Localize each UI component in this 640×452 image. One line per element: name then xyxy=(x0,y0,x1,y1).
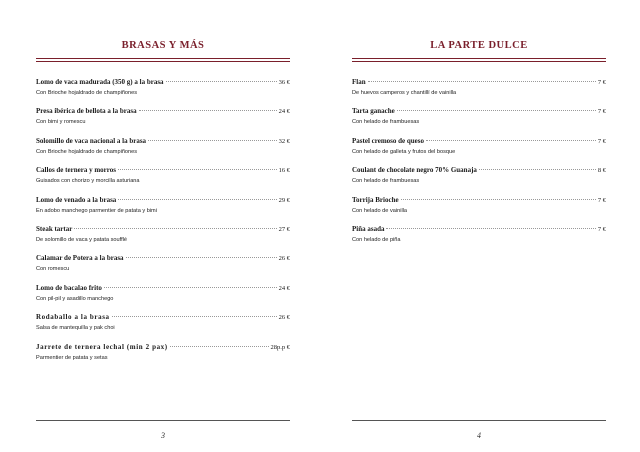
item-description: Salsa de mantequilla y pak choi xyxy=(36,325,115,332)
menu-item xyxy=(36,137,290,166)
menu-item xyxy=(36,225,290,254)
item-name: Presa ibérica de bellota a la brasa xyxy=(36,107,137,116)
dot-leader xyxy=(148,140,277,141)
item-name: Torrija Brioche xyxy=(352,195,399,204)
item-price: 24 € xyxy=(278,108,290,116)
item-description: Parmentier de patata y setas xyxy=(36,354,108,361)
item-name: Rodaballo a la brasa xyxy=(36,313,110,322)
dot-leader xyxy=(126,257,277,258)
dot-leader xyxy=(386,228,595,229)
dot-leader xyxy=(118,169,277,170)
menu-items-list xyxy=(36,78,290,372)
dot-leader xyxy=(112,316,277,317)
item-price: 16 € xyxy=(278,167,290,175)
menu-item xyxy=(352,78,606,107)
item-name: Coulant de chocolate negro 70% Guanaja xyxy=(352,166,477,175)
item-description: Guisados con chorizo y morcilla asturiana xyxy=(36,178,140,185)
item-name: Callos de ternera y morros xyxy=(36,166,116,175)
item-price: 7 € xyxy=(597,108,606,116)
menu-item xyxy=(352,166,606,195)
item-name: Tarta ganache xyxy=(352,107,395,116)
footer-divider xyxy=(36,420,290,421)
menu-item xyxy=(36,254,290,283)
item-description: Con pil-pil y asadillo manchego xyxy=(36,295,114,302)
menu-item xyxy=(36,196,290,225)
item-name: Solomillo de vaca nacional a la brasa xyxy=(36,136,147,145)
title-divider xyxy=(352,58,606,62)
item-name: Pastel cremoso de queso xyxy=(352,136,424,145)
section-title: BRASAS Y MÁS xyxy=(121,40,205,51)
item-name: Calamar de Potera a la brasa xyxy=(36,254,124,263)
item-description: Con helado de vainilla xyxy=(352,207,408,214)
item-price: 7 € xyxy=(597,196,606,204)
item-name: Jarrete de ternera lechal (min 2 pax) xyxy=(36,342,168,351)
dot-leader xyxy=(426,140,596,141)
menu-item xyxy=(36,284,290,313)
item-name: Lomo de venado a la brasa xyxy=(36,195,117,204)
title-divider xyxy=(36,58,290,62)
dot-leader xyxy=(139,110,277,111)
menu-item xyxy=(36,343,290,372)
item-price: 26 € xyxy=(278,314,290,322)
item-price: 32 € xyxy=(278,137,290,145)
item-name: Steak tartar xyxy=(36,224,73,233)
item-description: Con helado de piña xyxy=(352,236,401,243)
dot-leader xyxy=(170,346,269,347)
section-title: LA PARTE DULCE xyxy=(430,40,528,51)
menu-items-list xyxy=(352,78,606,254)
dot-leader xyxy=(118,199,276,200)
item-description: Con helado de galleta y frutos del bosque xyxy=(352,148,456,155)
dot-leader xyxy=(74,228,276,229)
menu-item xyxy=(352,137,606,166)
item-description: Con romescu xyxy=(36,266,70,273)
item-price: 26 € xyxy=(278,255,290,263)
item-description: Con bimi y romescu xyxy=(36,119,86,126)
item-name: Lomo de vaca madurada (350 g) a la brasa xyxy=(36,78,164,86)
menu-page-left xyxy=(36,0,290,452)
menu-item xyxy=(352,225,606,254)
item-description: Con Brioche hojaldrado de champiñones xyxy=(36,148,138,155)
dot-leader xyxy=(479,169,596,170)
dot-leader xyxy=(401,199,596,200)
menu-item xyxy=(36,166,290,195)
dot-leader xyxy=(368,81,596,82)
item-price: 36 € xyxy=(278,79,290,86)
dot-leader xyxy=(166,81,277,82)
item-price: 7 € xyxy=(597,225,606,233)
item-description: Con Brioche hojaldrado de champiñones xyxy=(36,90,138,96)
item-price: 24 € xyxy=(278,284,290,292)
item-price: 28p.p € xyxy=(270,343,290,351)
page-number: 4 xyxy=(477,431,481,440)
item-description: Con helado de frambuesas xyxy=(352,119,420,126)
footer-divider xyxy=(352,420,606,421)
dot-leader xyxy=(397,110,596,111)
item-price: 27 € xyxy=(278,225,290,233)
page-number: 3 xyxy=(161,431,165,440)
menu-item xyxy=(36,107,290,136)
menu-page-right xyxy=(352,0,606,452)
menu-item xyxy=(352,107,606,136)
item-name: Lomo de bacalao frito xyxy=(36,283,102,292)
item-price: 8 € xyxy=(597,167,606,175)
item-description: De huevos camperos y chantillí de vainilla xyxy=(352,90,457,96)
menu-item xyxy=(352,196,606,225)
item-price: 7 € xyxy=(597,79,606,86)
item-name: Piña asada xyxy=(352,224,385,233)
menu-item xyxy=(36,78,290,107)
item-description: En adobo manchego parmentier de patata y bimi xyxy=(36,207,157,214)
menu-item xyxy=(36,313,290,342)
item-description: De solomillo de vaca y patata soufflé xyxy=(36,236,128,243)
dot-leader xyxy=(104,287,277,288)
item-price: 7 € xyxy=(597,137,606,145)
item-price: 29 € xyxy=(278,196,290,204)
item-description: Con helado de frambuesas xyxy=(352,178,420,185)
item-name: Flan xyxy=(352,78,366,86)
